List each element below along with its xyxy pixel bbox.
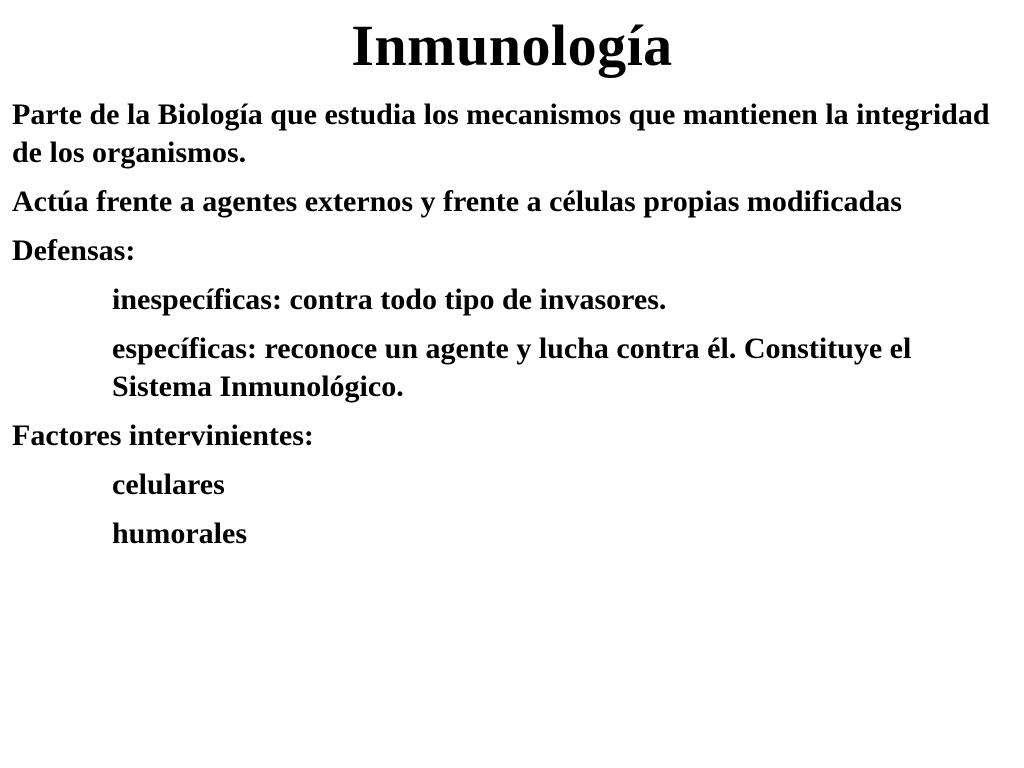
paragraph-nonspecific-defenses: inespecíficas: contra todo tipo de invasores. xyxy=(112,283,667,316)
paragraph-defenses-heading: Defensas: xyxy=(12,234,136,267)
paragraph-action: Actúa frente a agentes externos y frente a células propias modificadas xyxy=(12,185,902,218)
paragraph-factors-heading: Factores intervinientes: xyxy=(12,419,314,452)
slide-title: Inmunología xyxy=(351,13,673,78)
paragraph-humoral-factors: humorales xyxy=(112,517,247,550)
paragraph-definition: Parte de la Biología que estudia los mecanismos que mantienen la integridad de los organismos. xyxy=(12,98,990,169)
paragraph-specific-defenses: específicas: reconoce un agente y lucha contra él. Constituye el Sistema Inmunológico. xyxy=(112,332,912,403)
slide-body xyxy=(12,96,1012,553)
paragraph-cellular-factors: celulares xyxy=(112,468,225,501)
